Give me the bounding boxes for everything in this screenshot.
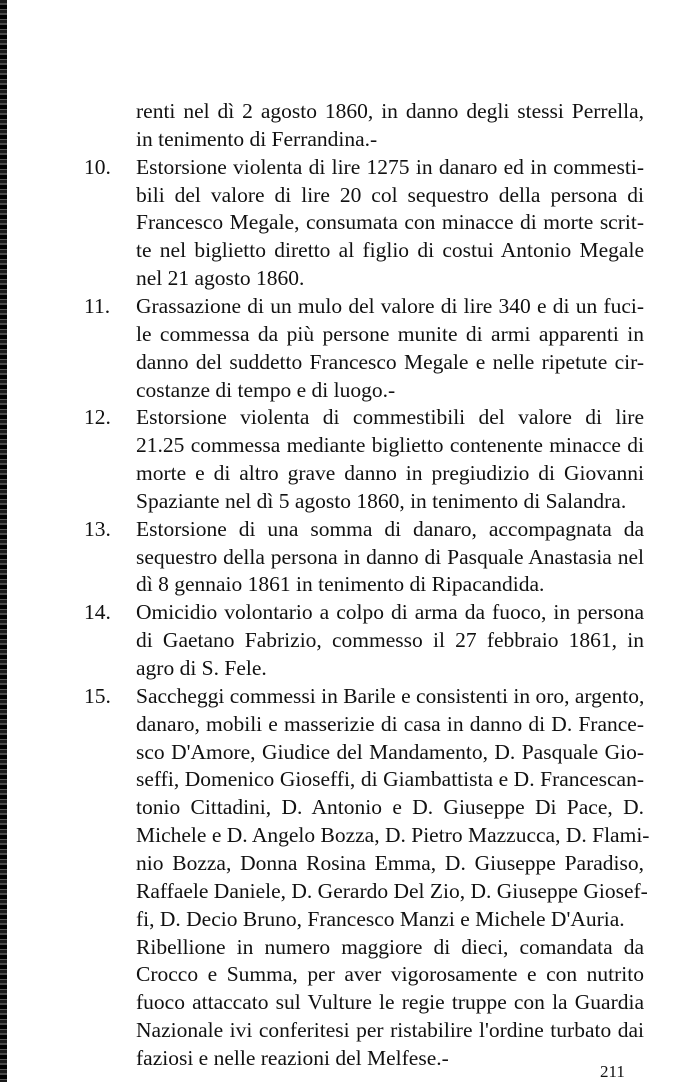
text-line: dì 8 gennaio 1861 in tenimento di Ripacandida. <box>136 572 545 596</box>
text-line: Estorsione violenta di lire 1275 in danaro ed in commesti- <box>136 155 644 179</box>
text-line: le commessa da più persone munite di armi apparenti in <box>136 322 644 346</box>
text-line: di Gaetano Fabrizio, commesso il 27 febbraio 1861, in <box>136 628 644 652</box>
text-line: in tenimento di Ferrandina.- <box>136 127 378 151</box>
text-line: te nel biglietto diretto al figlio di costui Antonio Megale <box>136 238 644 262</box>
text-line: renti nel dì 2 agosto 1860, in danno degli stessi Perrella, <box>136 99 644 123</box>
item-number: 13. <box>84 517 111 541</box>
text-line: Crocco e Summa, per aver vigorosamente e con nutrito <box>136 962 644 986</box>
text-line: danno del suddetto Francesco Megale e nelle ripetute cir- <box>136 350 644 374</box>
text-line: Nazionale ivi conferitesi per ristabilire l'ordine turbato dai <box>136 1018 644 1042</box>
text-line: agro di S. Fele. <box>136 656 267 680</box>
text-line: fi, D. Decio Bruno, Francesco Manzi e Michele D'Auria. <box>136 907 625 931</box>
text-line: Saccheggi commessi in Barile e consistenti in oro, argento, <box>136 684 645 708</box>
text-line: faziosi e nelle reazioni del Melfese.- <box>136 1046 449 1070</box>
page-binding-edge <box>0 0 7 1082</box>
page-number: 211 <box>600 1062 625 1081</box>
text-line: seffi, Domenico Gioseffi, di Giambattista e D. Francescan- <box>136 767 644 791</box>
text-line: nio Bozza, Donna Rosina Emma, D. Giuseppe Paradiso, <box>136 851 644 875</box>
item-number: 11. <box>84 294 111 318</box>
text-line: fuoco attaccato sul Vulture le regie truppe con la Guardia <box>136 990 644 1014</box>
text-line: Spaziante nel dì 5 agosto 1860, in tenimento di Salandra. <box>136 489 627 513</box>
text-line: sequestro della persona in danno di Pasquale Anastasia nel <box>136 545 644 569</box>
text-line: Francesco Megale, consumata con minacce di morte scrit- <box>136 210 644 234</box>
text-line: Ribellione in numero maggiore di dieci, comandata da <box>136 935 644 959</box>
text-line: Estorsione violenta di commestibili del valore di lire <box>136 405 644 429</box>
item-number: 10. <box>84 155 111 179</box>
text-line: sco D'Amore, Giudice del Mandamento, D. Pasquale Gio- <box>136 740 644 764</box>
text-line: Estorsione di una somma di danaro, accompagnata da <box>136 517 644 541</box>
text-line: tonio Cittadini, D. Antonio e D. Giuseppe Di Pace, D. <box>136 795 644 819</box>
text-line: Raffaele Daniele, D. Gerardo Del Zio, D. Giuseppe Giosef- <box>136 879 648 903</box>
text-line: 21.25 commessa mediante biglietto contenente minacce di <box>136 433 644 457</box>
item-number: 15. <box>84 684 111 708</box>
text-line: Grassazione di un mulo del valore di lire 340 e di un fuci- <box>136 294 644 318</box>
text-line: morte e di altro grave danno in pregiudizio di Giovanni <box>136 461 644 485</box>
item-number: 14. <box>84 600 111 624</box>
text-line: danaro, mobili e masserizie di casa in danno di D. France- <box>136 712 644 736</box>
text-line: Michele e D. Angelo Bozza, D. Pietro Mazzucca, D. Flami- <box>136 823 650 847</box>
text-line: Omicidio volontario a colpo di arma da fuoco, in persona <box>136 600 644 624</box>
text-line: nel 21 agosto 1860. <box>136 266 305 290</box>
item-number: 12. <box>84 405 111 429</box>
text-line: bili del valore di lire 20 col sequestro della persona di <box>136 183 644 207</box>
text-line: costanze di tempo e di luogo.- <box>136 378 396 402</box>
